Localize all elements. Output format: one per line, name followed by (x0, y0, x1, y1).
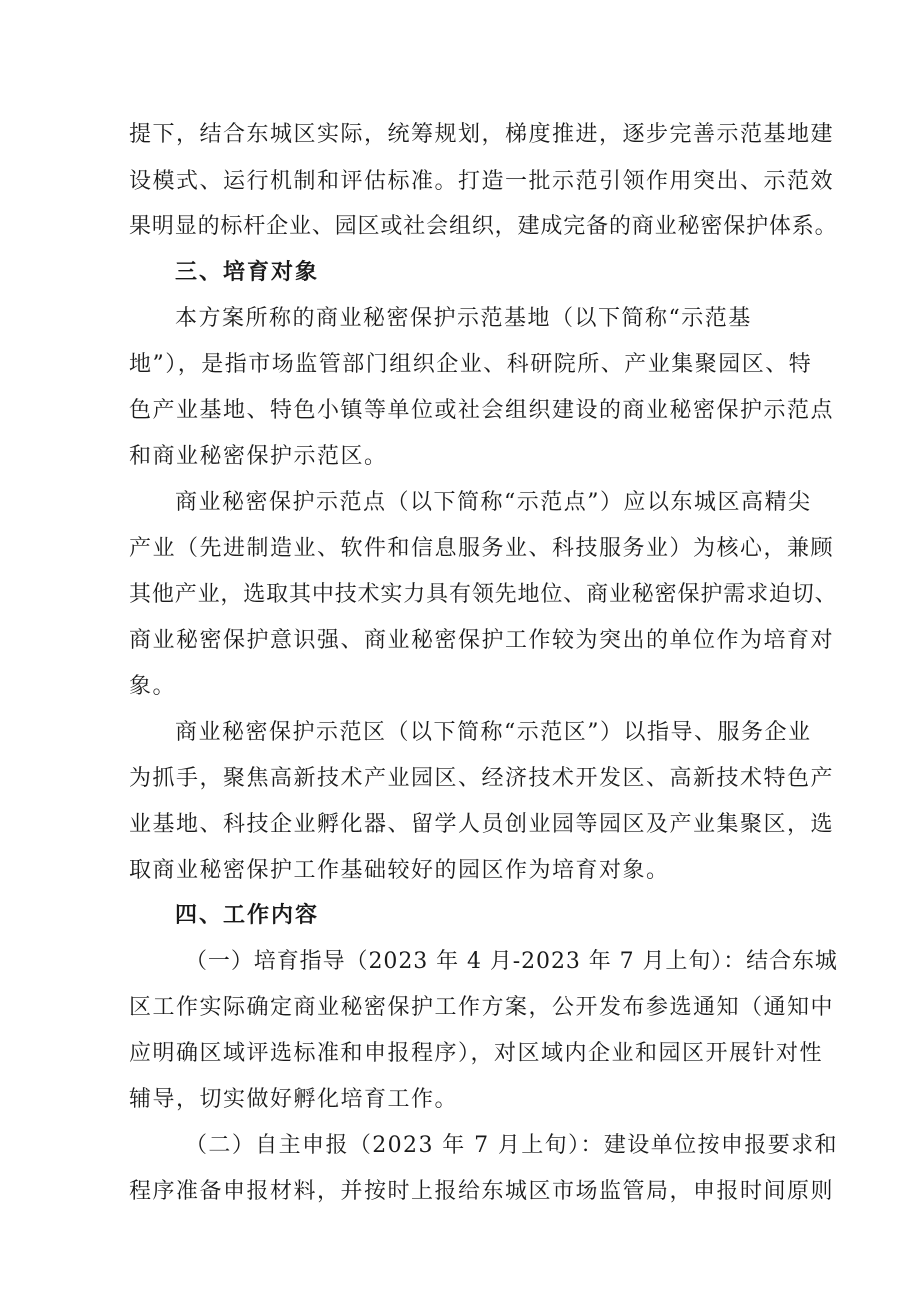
body-text-line: 取商业秘密保护工作基础较好的园区作为培育对象。 (129, 858, 670, 883)
body-text-line: 商业秘密保护意识强、商业秘密保护工作较为突出的单位作为培育对 (129, 628, 835, 653)
body-text-line: （一）培育指导（2023 年 4 月-2023 年 7 月上旬）：结合东城 (185, 949, 838, 974)
body-text-line: 象。 (129, 674, 177, 699)
body-text-line: 色产业基地、特色小镇等单位或社会组织建设的商业秘密保护示范点 (129, 398, 835, 423)
body-text-line: 提下，结合东城区实际，统筹规划，梯度推进，逐步完善示范基地建 (129, 122, 835, 147)
body-text-line: 辅导，切实做好孵化培育工作。 (129, 1087, 459, 1112)
body-text-line: 程序准备申报材料，并按时上报给东城区市场监管局，申报时间原则 (129, 1179, 835, 1204)
body-text-line: 地”），是指市场监管部门组织企业、科研院所、产业集聚园区、特 (129, 352, 813, 377)
body-text-line: 为抓手，聚焦高新技术产业园区、经济技术开发区、高新技术特色产 (129, 766, 835, 791)
body-text-line: （二）自主申报（2023 年 7 月上旬）：建设单位按申报要求和 (185, 1133, 838, 1158)
body-text-line: 设模式、运行机制和评估标准。打造一批示范引领作用突出、示范效 (129, 169, 835, 194)
body-text-line: 应明确区域评选标准和申报程序），对区域内企业和园区开展针对性 (129, 1041, 824, 1066)
section-heading: 四、工作内容 (175, 903, 320, 928)
section-heading: 三、培育对象 (175, 260, 320, 285)
body-text-line: 商业秘密保护示范区（以下简称“示范区”）以指导、服务企业 (175, 720, 812, 745)
body-text-line: 业基地、科技企业孵化器、留学人员创业园等园区及产业集聚区，选 (129, 812, 835, 837)
body-text-line: 其他产业，选取其中技术实力具有领先地位、商业秘密保护需求迫切、 (129, 582, 838, 607)
body-text-line: 商业秘密保护示范点（以下简称“示范点”）应以东城区高精尖 (175, 490, 812, 515)
body-text-line: 本方案所称的商业秘密保护示范基地（以下简称“示范基 (175, 306, 752, 331)
body-text-line: 果明显的标杆企业、园区或社会组织，建成完备的商业秘密保护体系。 (129, 214, 838, 239)
body-text-line: 产业（先进制造业、软件和信息服务业、科技服务业）为核心，兼顾 (129, 536, 835, 561)
body-text-line: 区工作实际确定商业秘密保护工作方案，公开发布参选通知（通知中 (129, 995, 835, 1020)
body-text-line: 和商业秘密保护示范区。 (129, 444, 388, 469)
